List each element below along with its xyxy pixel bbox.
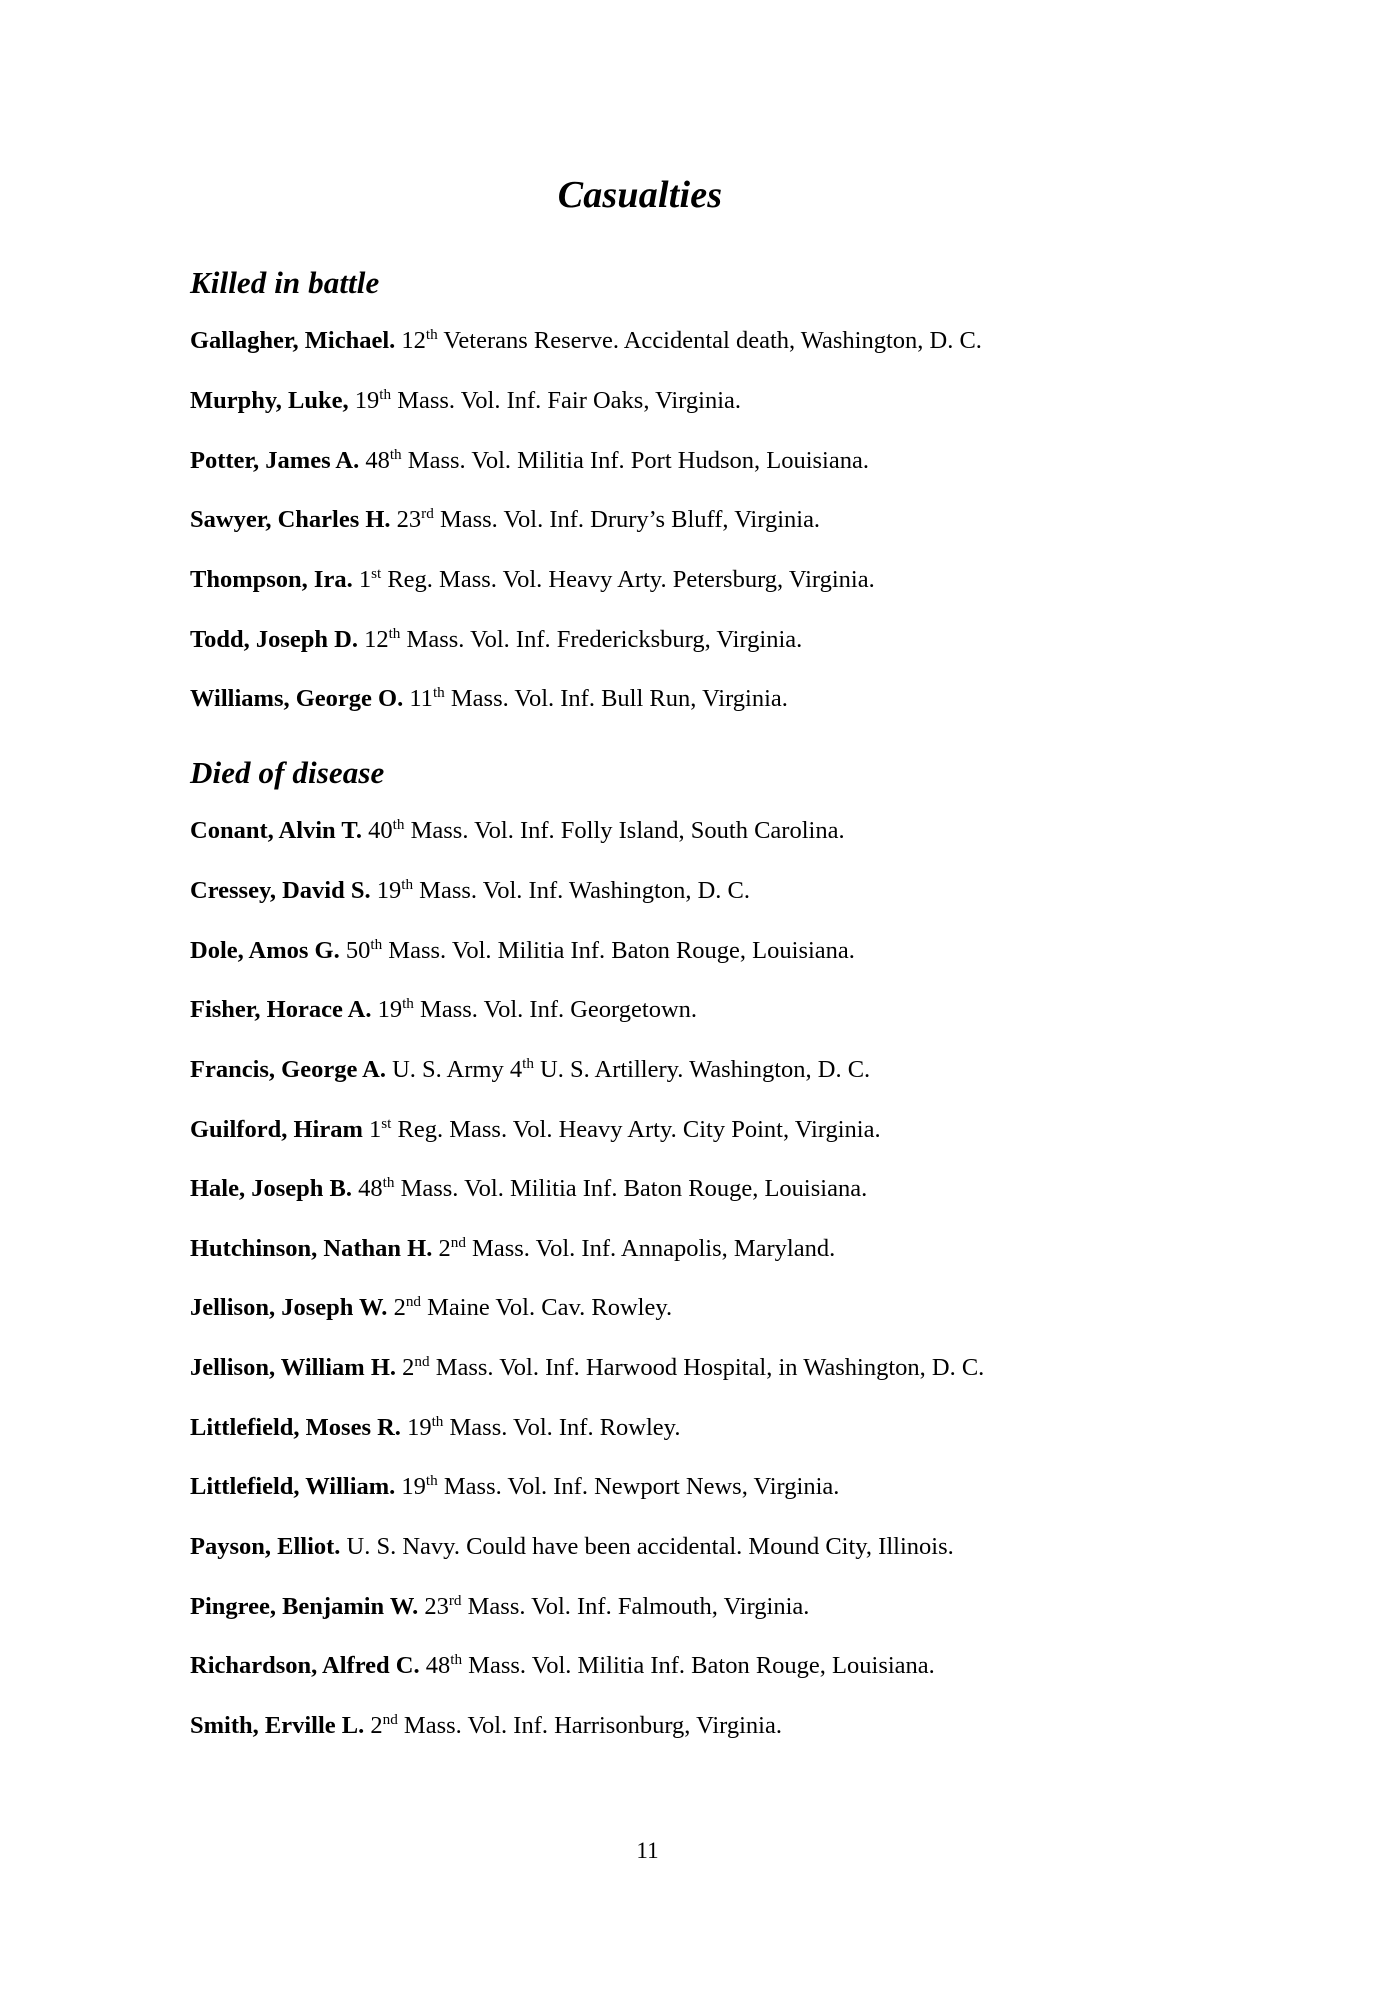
casualty-entry xyxy=(190,1234,1200,1265)
ordinal-suffix: th xyxy=(382,1174,395,1192)
ordinal-suffix: th xyxy=(522,1054,534,1072)
casualty-detail: Mass. Vol. Inf. Fredericksburg, Virginia. xyxy=(400,625,803,653)
casualty-name: Gallagher, Michael. xyxy=(190,327,396,355)
casualty-name: Potter, James A. xyxy=(190,446,360,474)
casualty-name: Littlefield, William. xyxy=(190,1473,396,1501)
ordinal-suffix: st xyxy=(381,1114,392,1132)
casualty-detail: Mass. Vol. Inf. Newport News, Virginia. xyxy=(437,1473,840,1501)
casualty-name: Cressey, David S. xyxy=(190,877,371,905)
casualty-name: Pingree, Benjamin W. xyxy=(190,1592,419,1620)
casualty-name: Murphy, Luke, xyxy=(190,387,349,415)
casualty-unit-prefix: 48 xyxy=(359,446,390,474)
casualty-entry xyxy=(190,326,1200,357)
ordinal-suffix: th xyxy=(392,816,405,834)
casualty-name: Fisher, Horace A. xyxy=(190,996,372,1024)
casualty-unit-prefix: 12 xyxy=(357,625,389,653)
casualty-name: Francis, George A. xyxy=(190,1055,386,1083)
ordinal-suffix: nd xyxy=(414,1352,430,1370)
casualty-entry xyxy=(190,625,1200,656)
ordinal-suffix: rd xyxy=(421,505,434,523)
ordinal-suffix: th xyxy=(425,1472,438,1490)
entry-list-killed-in-battle xyxy=(190,326,1200,714)
casualty-name: Guilford, Hiram xyxy=(190,1115,363,1143)
casualty-entry xyxy=(190,505,1200,536)
ordinal-suffix: th xyxy=(431,1412,444,1430)
casualty-detail: Mass. Vol. Militia Inf. Baton Rouge, Louisiana. xyxy=(382,936,855,964)
casualty-detail: Mass. Vol. Inf. Annapolis, Maryland. xyxy=(465,1234,836,1262)
ordinal-suffix: rd xyxy=(448,1591,462,1609)
ordinal-suffix: th xyxy=(389,445,402,463)
casualty-entry xyxy=(190,386,1200,417)
casualty-unit-prefix: 48 xyxy=(352,1175,383,1203)
casualty-unit-prefix: 40 xyxy=(362,817,393,845)
casualty-detail: Mass. Vol. Militia Inf. Port Hudson, Louisiana. xyxy=(401,446,869,474)
casualty-unit-prefix: U. S. Navy. Could have been accidental. Mound City, Illinois. xyxy=(340,1532,954,1560)
casualty-unit-prefix: 23 xyxy=(418,1592,449,1620)
casualty-unit-prefix: 2 xyxy=(432,1234,451,1262)
casualty-entry xyxy=(190,1353,1200,1384)
ordinal-suffix: nd xyxy=(450,1233,466,1251)
casualty-unit-prefix: 50 xyxy=(339,936,371,964)
casualty-entry xyxy=(190,684,1200,715)
casualty-name: Smith, Erville L. xyxy=(190,1711,365,1739)
casualty-detail: Mass. Vol. Inf. Drury’s Bluff, Virginia. xyxy=(433,506,821,534)
ordinal-suffix: nd xyxy=(405,1293,421,1311)
ordinal-suffix: st xyxy=(371,564,382,582)
casualty-unit-prefix: 1 xyxy=(362,1115,382,1143)
casualty-detail: Mass. Vol. Militia Inf. Baton Rouge, Louisiana. xyxy=(394,1175,868,1203)
casualty-unit-prefix: 1 xyxy=(352,565,372,593)
casualty-detail: Mass. Vol. Inf. Falmouth, Virginia. xyxy=(461,1592,810,1620)
casualty-detail: Veterans Reserve. Accidental death, Washington, D. C. xyxy=(437,327,982,355)
casualty-entry xyxy=(190,1293,1200,1324)
casualty-entry xyxy=(190,565,1200,596)
casualty-unit-prefix: 11 xyxy=(403,685,433,713)
ordinal-suffix: th xyxy=(425,326,438,344)
casualty-detail: Reg. Mass. Vol. Heavy Arty. Petersburg, Virginia. xyxy=(381,565,875,593)
casualty-name: Todd, Joseph D. xyxy=(190,625,358,653)
casualty-name: Williams, George O. xyxy=(190,685,404,713)
casualty-unit-prefix: 19 xyxy=(371,996,403,1024)
casualty-detail: Mass. Vol. Inf. Fair Oaks, Virginia. xyxy=(391,387,742,415)
casualty-entry xyxy=(190,446,1200,477)
casualty-detail: Maine Vol. Cav. Rowley. xyxy=(421,1294,673,1322)
casualty-unit-prefix: 19 xyxy=(370,877,402,905)
entry-list-died-of-disease xyxy=(190,816,1200,1741)
casualty-name: Hale, Joseph B. xyxy=(190,1175,352,1203)
casualty-name: Thompson, Ira. xyxy=(190,565,353,593)
casualty-unit-prefix: 19 xyxy=(400,1413,432,1441)
casualty-entry xyxy=(190,1532,1200,1563)
casualty-entry xyxy=(190,936,1200,967)
casualty-unit-prefix: U. S. Army 4 xyxy=(385,1055,523,1083)
casualty-detail: Mass. Vol. Inf. Rowley. xyxy=(443,1413,681,1441)
ordinal-suffix: th xyxy=(379,385,392,403)
casualty-entry xyxy=(190,1115,1200,1146)
casualty-detail: Mass. Vol. Militia Inf. Baton Rouge, Louisiana. xyxy=(462,1652,935,1680)
casualty-detail: U. S. Artillery. Washington, D. C. xyxy=(533,1055,871,1083)
ordinal-suffix: th xyxy=(450,1651,463,1669)
casualty-unit-prefix: 2 xyxy=(387,1294,406,1322)
casualty-entry xyxy=(190,1174,1200,1205)
casualty-entry xyxy=(190,1711,1200,1742)
casualty-entry xyxy=(190,1592,1200,1623)
ordinal-suffix: th xyxy=(370,935,383,953)
casualty-name: Littlefield, Moses R. xyxy=(190,1413,401,1441)
casualty-detail: Mass. Vol. Inf. Harrisonburg, Virginia. xyxy=(397,1711,782,1739)
casualty-unit-prefix: 2 xyxy=(396,1354,415,1382)
section-died-of-disease xyxy=(190,755,1200,1742)
section-killed-in-battle xyxy=(190,265,1200,715)
casualty-detail: Mass. Vol. Inf. Folly Island, South Carolina. xyxy=(404,817,845,845)
casualty-detail: Mass. Vol. Inf. Bull Run, Virginia. xyxy=(444,685,788,713)
casualty-detail: Mass. Vol. Inf. Georgetown. xyxy=(413,996,698,1024)
casualty-entry xyxy=(190,876,1200,907)
ordinal-suffix: th xyxy=(401,875,414,893)
casualty-entry xyxy=(190,995,1200,1026)
ordinal-suffix: th xyxy=(432,684,445,702)
casualty-name: Payson, Elliot. xyxy=(190,1532,341,1560)
casualty-entry xyxy=(190,816,1200,847)
ordinal-suffix: th xyxy=(388,624,401,642)
casualty-name: Jellison, William H. xyxy=(190,1354,397,1382)
casualty-name: Dole, Amos G. xyxy=(190,936,340,964)
casualty-unit-prefix: 2 xyxy=(364,1711,383,1739)
casualty-entry xyxy=(190,1651,1200,1682)
casualty-detail: Mass. Vol. Inf. Washington, D. C. xyxy=(413,877,751,905)
ordinal-suffix: nd xyxy=(382,1710,398,1728)
casualty-name: Jellison, Joseph W. xyxy=(190,1294,388,1322)
section-heading-died-of-disease: Died of disease xyxy=(190,754,385,790)
casualty-entry xyxy=(190,1472,1200,1503)
casualty-unit-prefix: 19 xyxy=(348,387,380,415)
page-title: Casualties xyxy=(557,174,723,216)
section-heading-killed-in-battle: Killed in battle xyxy=(190,264,380,300)
casualty-name: Hutchinson, Nathan H. xyxy=(190,1234,433,1262)
casualty-name: Sawyer, Charles H. xyxy=(190,506,391,534)
page-content xyxy=(190,175,1200,1770)
casualty-entry xyxy=(190,1055,1200,1086)
ordinal-suffix: th xyxy=(402,995,414,1013)
casualty-unit-prefix: 48 xyxy=(419,1652,451,1680)
casualty-name: Conant, Alvin T. xyxy=(190,817,363,845)
casualty-unit-prefix: 23 xyxy=(390,506,422,534)
casualty-unit-prefix: 19 xyxy=(395,1473,426,1501)
page-number: 11 xyxy=(636,1838,659,1863)
casualty-entry xyxy=(190,1413,1200,1444)
casualty-unit-prefix: 12 xyxy=(395,327,426,355)
casualty-detail: Reg. Mass. Vol. Heavy Arty. City Point, Virginia. xyxy=(391,1115,881,1143)
casualty-detail: Mass. Vol. Inf. Harwood Hospital, in Washington, D. C. xyxy=(429,1354,985,1382)
casualty-name: Richardson, Alfred C. xyxy=(190,1652,420,1680)
